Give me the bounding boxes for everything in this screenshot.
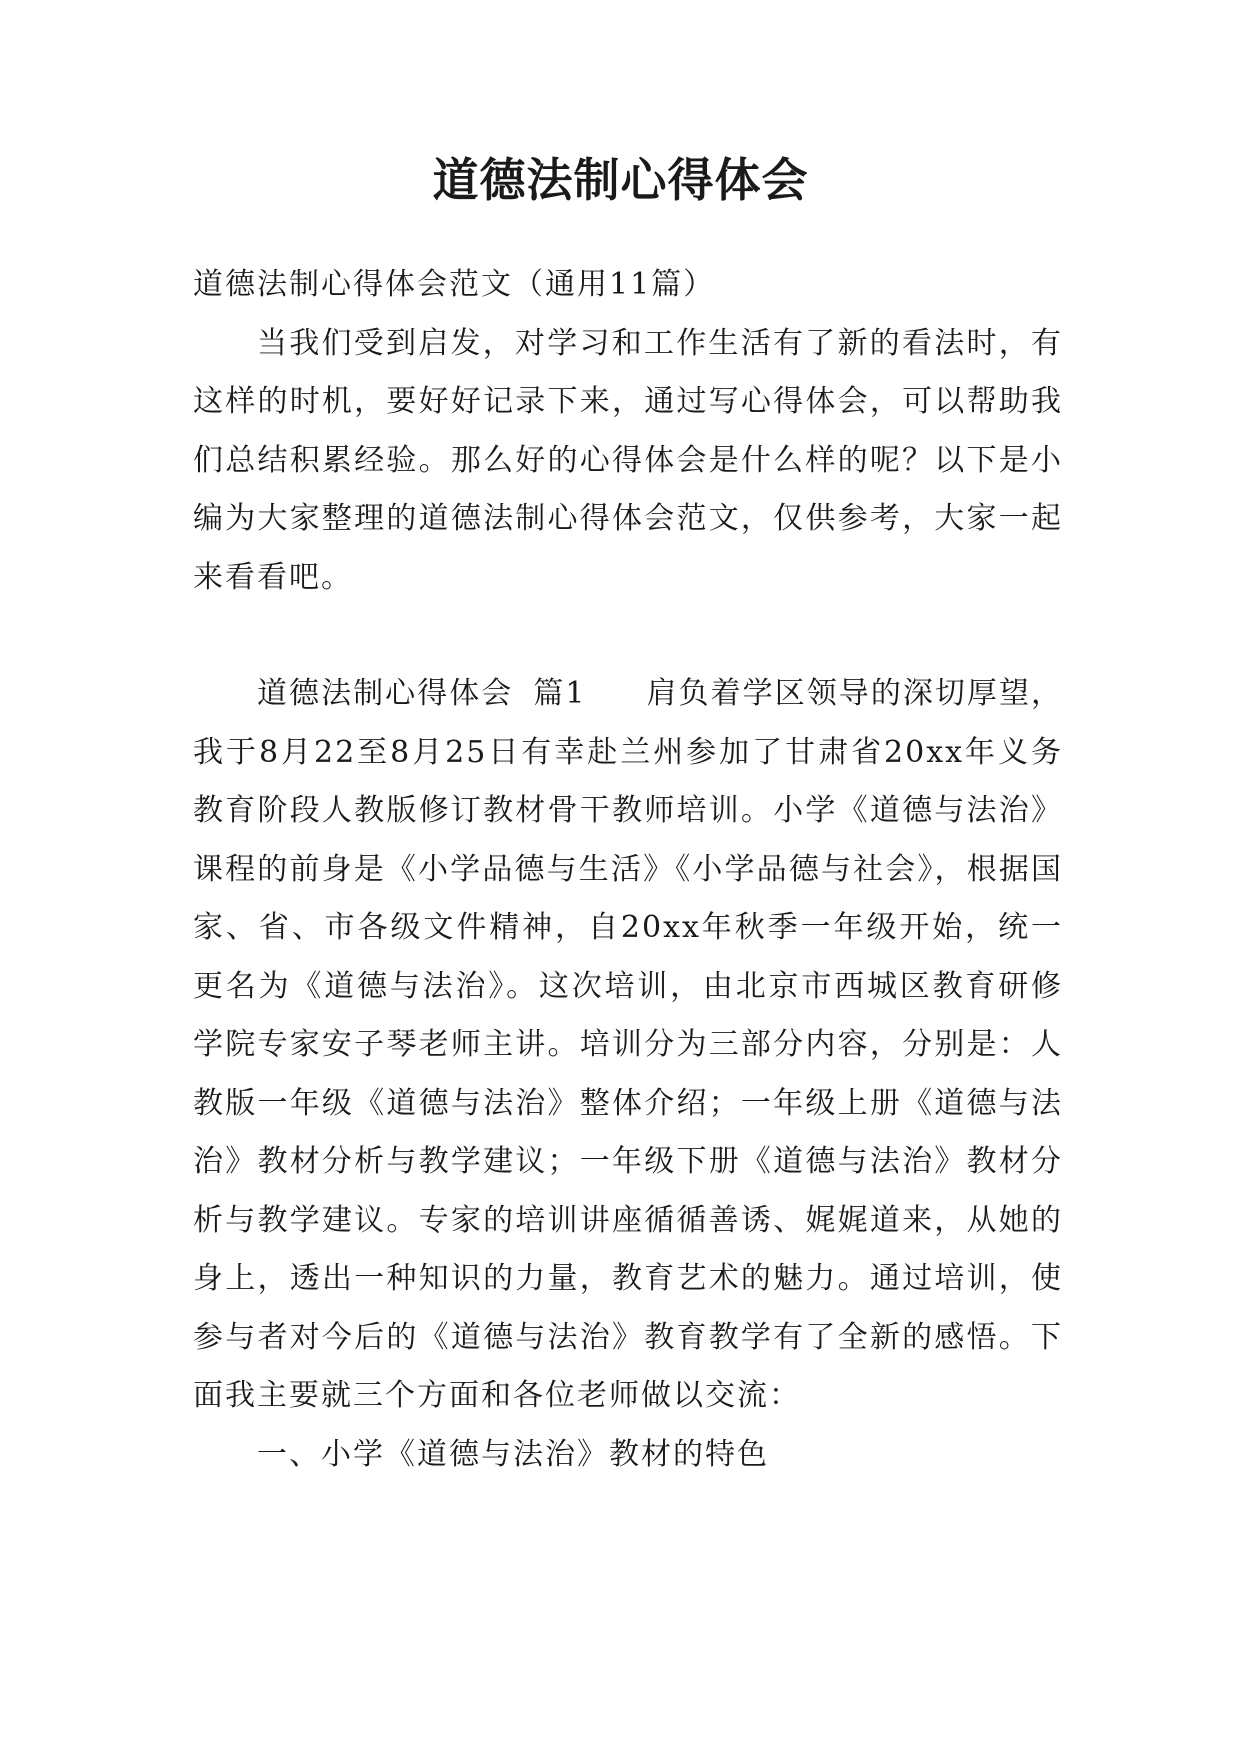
point-1-heading: 一、小学《道德与法治》教材的特色 — [257, 1436, 769, 1472]
section-1-paragraph — [193, 665, 1063, 1426]
section-1-label: 篇1 — [533, 676, 587, 711]
document-title: 道德法制心得体会 — [432, 153, 809, 207]
document-subtitle: 道德法制心得体会范文（通用11篇） — [193, 267, 716, 302]
section-1-body: 肩负着学区领导的深切厚望，我于8月22至8月25日有幸赴兰州参加了甘肃省20xx年义务教育阶段人教版修订教材骨干教师培训。小学《道德与法治》课程的前身是《小学品德与生活》《小学品德与社会》，根据国家、省、市各级文件精神，自20xx年秋季一年级开始，统一更名为《道德与法治》。这次培训，由北京市西城区教育研修学院专家安子琴老师主讲。培训分为三部分内容，分别是：人教版一年级《道德与法治》整体介绍；一年级上册《道德与法治》教材分析与教学建议；一年级下册《道德与法治》教材分析与教学建议。专家的培训讲座循循善诱、娓娓道来，从她的身上，透出一种知识的力量，教育艺术的魅力。通过培训，使参与者对今后的《道德与法治》教育教学有了全新的感悟。下面我主要就三个方面和各位老师做以交流： — [193, 676, 1064, 1413]
paragraph-gap — [193, 607, 1063, 665]
section-1-heading: 道德法制心得体会 — [257, 676, 514, 711]
intro-paragraph: 当我们受到启发，对学习和工作生活有了新的看法时，有这样的时机，要好好记录下来，通过写心得体会，可以帮助我们总结积累经验。那么好的心得体会是什么样的呢？以下是小编为大家整理的道德法制心得体会范文，仅供参考，大家一起来看看吧。 — [193, 325, 1063, 595]
document-body — [193, 256, 1063, 1484]
